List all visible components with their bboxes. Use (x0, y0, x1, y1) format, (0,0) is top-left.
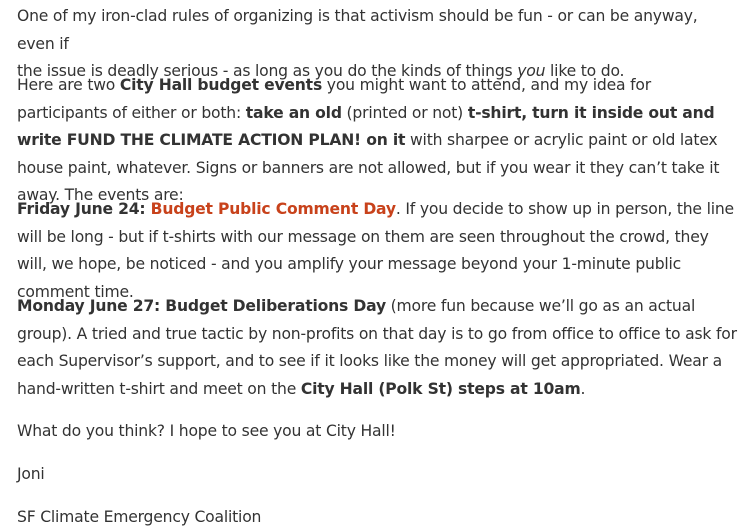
friday-event-text: . If you decide to show up in person, the line will be long - but if t-shirts with our message on them are seen throughout the crowd, they will, we hope, be noticed - and you amplify your message beyond your 1-minute public comment time. (17, 200, 734, 301)
city-hall-budget-events-bold: City Hall budget events (119, 76, 323, 94)
tshirt-instruction-bold: t-shirt, turn it inside out and write FUND THE CLIMATE ACTION PLAN! on it (17, 103, 715, 149)
signature-organization: SF Climate Emergency Coalition (17, 508, 262, 526)
intro-text-line-1: One of my iron-clad rules of organizing is that activism should be fun - or can be anyway, even if (17, 7, 698, 53)
monday-event-text: (more fun because we’ll go as an actual group). A tried and true tactic by non-profits on that day is to go from office to office to ask for each Supervisor’s support, and to see if it looks like the money will get appropriated. Wear a hand-written t-shirt and meet on the (17, 297, 737, 398)
signature-name: Joni (17, 465, 45, 483)
friday-date-bold: Friday June 24: (17, 200, 151, 218)
events-intro-text: Here are two (17, 76, 120, 94)
intro-text-end: like to do. (545, 62, 625, 80)
events-intro-text-2: you might want to attend, and my idea for participants of either or both: (17, 76, 651, 122)
monday-event-title-bold: Monday June 27: Budget Deliberations Day (17, 297, 386, 315)
intro-text-line-2: the issue is deadly serious - as long as you do the kinds of things (17, 62, 518, 80)
friday-event-paragraph (17, 196, 739, 306)
monday-event-paragraph (17, 293, 739, 403)
events-intro-paragraph (17, 72, 739, 210)
intro-emphasis-you: you (517, 62, 546, 80)
monday-event-period: . (580, 379, 586, 398)
events-intro-text-3: with sharpee or acrylic paint or old latex house paint, whatever. Signs or banners are not allowed, but if you wear it they can’t take it away. The events are: (17, 131, 720, 204)
closing-question: What do you think? I hope to see you at City Hall! (17, 422, 396, 440)
meeting-location-bold: City Hall (Polk St) steps at 10am (300, 379, 581, 398)
budget-public-comment-day-link[interactable]: Budget Public Comment Day (150, 200, 396, 218)
take-an-old-bold: take an old (245, 103, 342, 122)
printed-or-not-text: (printed or not) (341, 103, 468, 122)
